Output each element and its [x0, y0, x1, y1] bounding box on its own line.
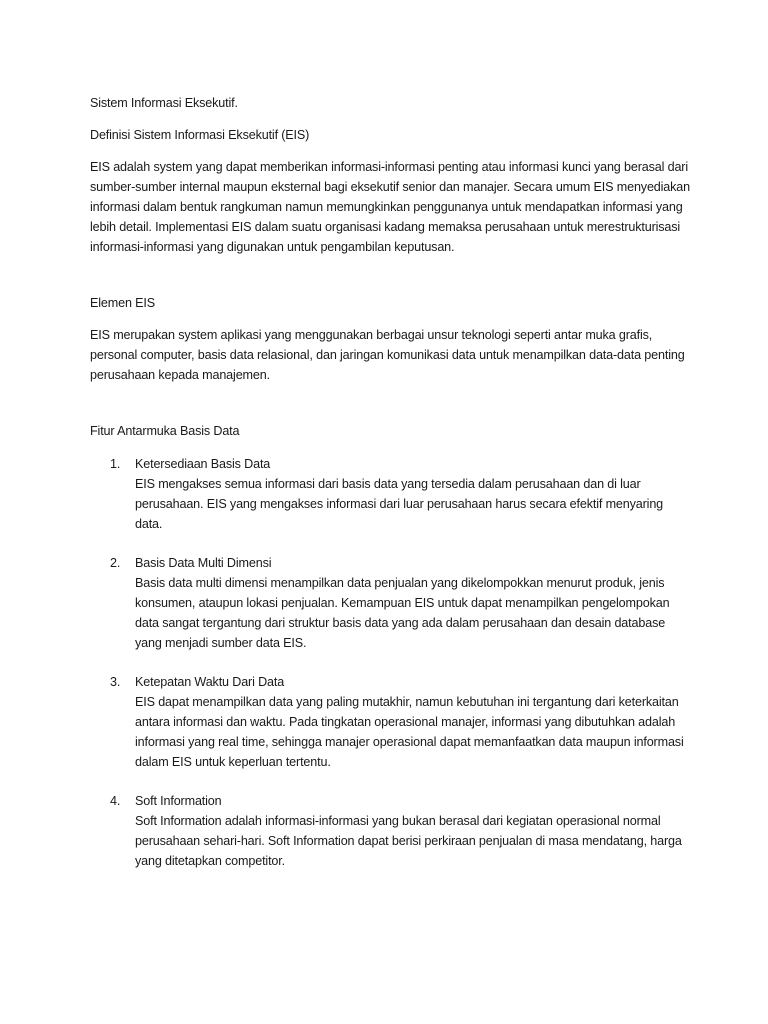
- list-item: [90, 454, 690, 534]
- features-list: [90, 454, 690, 871]
- definition-heading: Definisi Sistem Informasi Eksekutif (EIS): [90, 128, 310, 142]
- list-item-body: EIS mengakses semua informasi dari basis data yang tersedia dalam perusahaan dan di luar perusahaan. EIS yang mengakses informasi dari luar perusahaan harus secara efektif menyaring data.: [135, 477, 664, 531]
- features-heading: Fitur Antarmuka Basis Data: [90, 424, 240, 438]
- list-item-title: Soft Information: [135, 794, 222, 808]
- document-title: Sistem Informasi Eksekutif.: [90, 96, 238, 110]
- elements-paragraph: EIS merupakan system aplikasi yang menggunakan berbagai unsur teknologi seperti antar muka grafis, personal computer, basis data relasional, dan jaringan komunikasi data untuk menampilkan data-data penting perusahaan kepada manajemen.: [90, 328, 685, 382]
- definition-paragraph: EIS adalah system yang dapat memberikan informasi-informasi penting atau informasi kunci yang berasal dari sumber-sumber internal maupun eksternal bagi eksekutif senior dan manajer. Secara umum EIS menyediakan informasi dalam bentuk rangkuman namun memungkinkan penggunanya untuk mendapatkan informasi yang lebih detail. Implementasi EIS dalam suatu organisasi kadang memaksa perusahaan untuk merestrukturisasi informasi-informasi yang digunakan untuk pengambilan keputusan.: [90, 160, 691, 254]
- list-item-body: EIS dapat menampilkan data yang paling mutakhir, namun kebutuhan ini tergantung dari keterkaitan antara informasi dan waktu. Pada tingkatan operasional manajer, informasi yang dibutuhkan adalah informasi yang real time, sehingga manajer operasional dapat memanfaatkan data maupun informasi dalam EIS untuk keperluan tertentu.: [135, 695, 684, 769]
- elements-heading: Elemen EIS: [90, 296, 155, 310]
- list-item: [90, 672, 690, 772]
- list-item-number: 2.: [110, 556, 121, 570]
- list-item-body: Basis data multi dimensi menampilkan data penjualan yang dikelompokkan menurut produk, jenis konsumen, ataupun lokasi penjualan. Kemampuan EIS untuk dapat menampilkan pengelompokan data sangat tergantung dari struktur basis data yang ada dalam perusahaan dan desain database yang menjadi sumber data EIS.: [135, 576, 670, 650]
- list-item: [90, 791, 690, 871]
- list-item-number: 3.: [110, 675, 121, 689]
- document-content: [90, 93, 690, 890]
- list-item-title: Ketepatan Waktu Dari Data: [135, 675, 285, 689]
- list-item-title: Basis Data Multi Dimensi: [135, 556, 272, 570]
- list-item: [90, 553, 690, 653]
- list-item-number: 1.: [110, 457, 121, 471]
- list-item-body: Soft Information adalah informasi-informasi yang bukan berasal dari kegiatan operasional normal perusahaan sehari-hari. Soft Information dapat berisi perkiraan penjualan di masa mendatang, harga yang ditetapkan competitor.: [135, 814, 682, 868]
- list-item-title: Ketersediaan Basis Data: [135, 457, 271, 471]
- list-item-number: 4.: [110, 794, 121, 808]
